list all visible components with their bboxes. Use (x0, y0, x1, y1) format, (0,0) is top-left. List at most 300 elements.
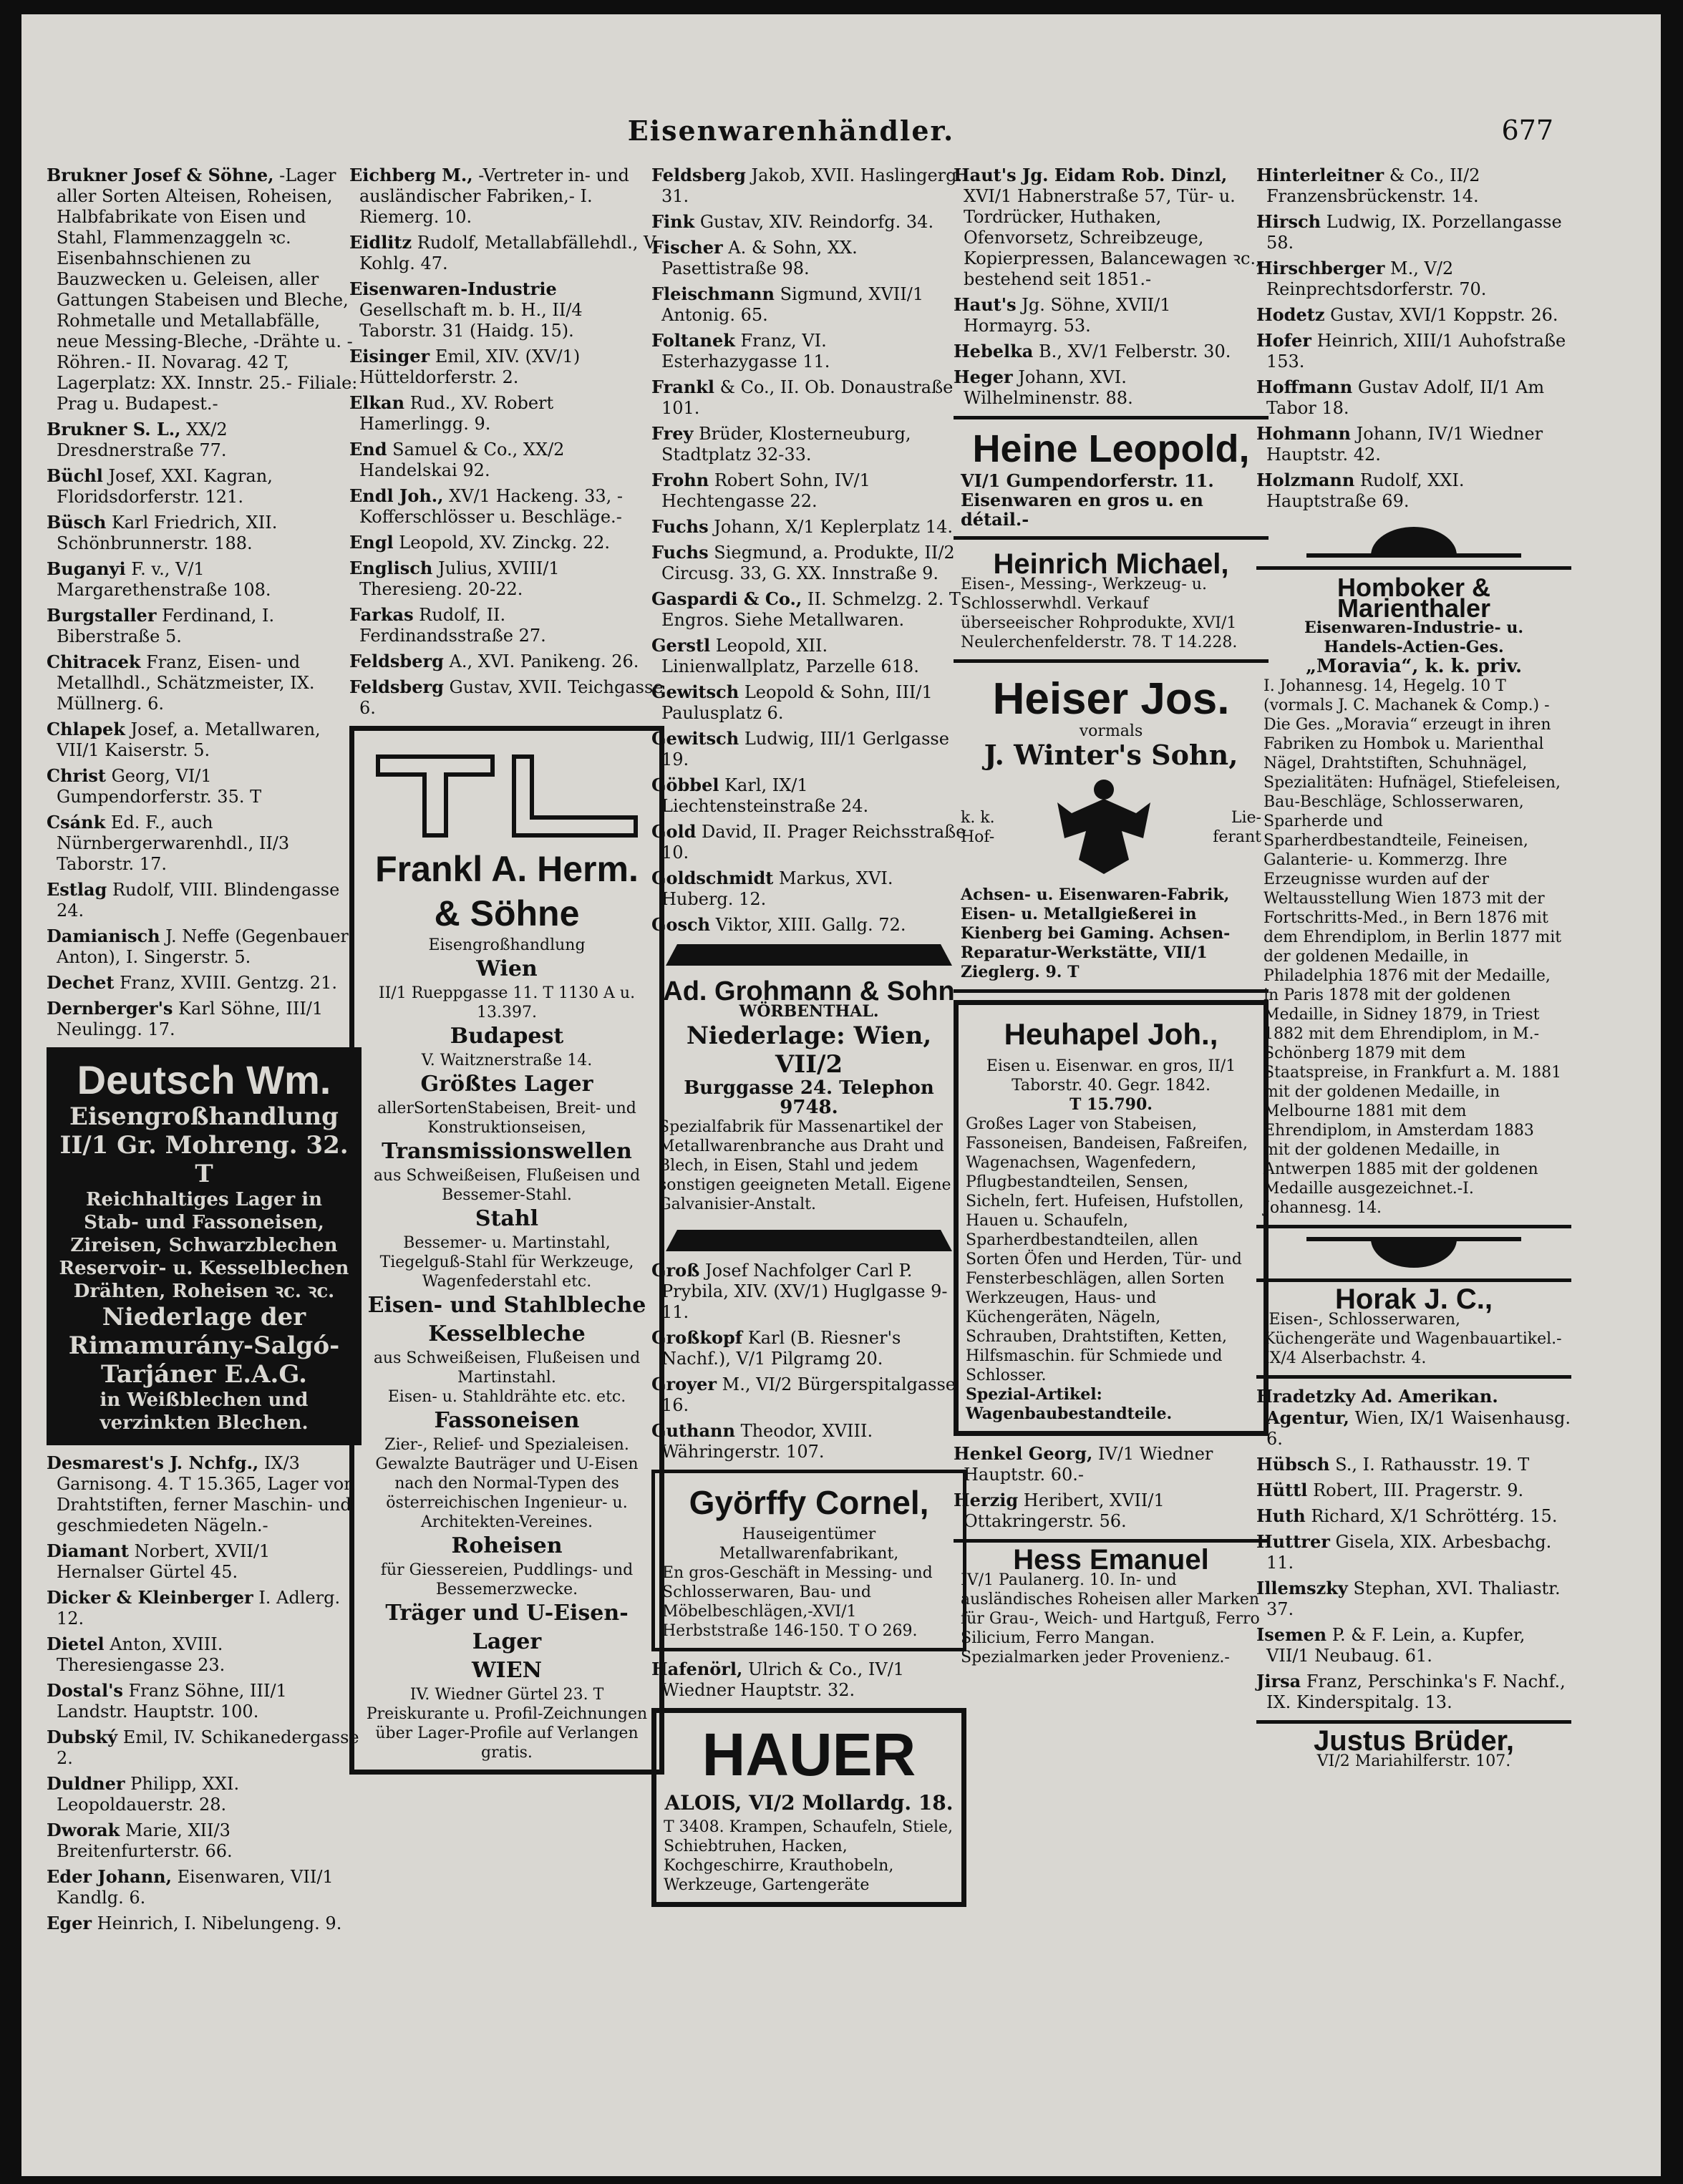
entry-text: Viktor, XIII. Gallg. 72. (715, 915, 906, 935)
ad-gyorffy (651, 1470, 966, 1651)
directory-entry (47, 558, 362, 601)
directory-entry (1256, 470, 1571, 512)
entry-name: Huttrer (1256, 1531, 1330, 1552)
entry-text: Ed. F., auch Nürnbergerwarenhdl., II/3 Taborstr. 17. (57, 812, 290, 874)
entry-name: Hirschberger (1256, 258, 1385, 278)
directory-entry (47, 1680, 362, 1722)
entry-text: Gisela, XIX. Arbesbachg. 11. (1266, 1532, 1552, 1573)
entry-text: B., XV/1 Felberstr. 30. (1038, 341, 1231, 361)
ad-line: II/1 Rueppgasse 11. T 1130 A u. 13.397. (378, 984, 636, 1021)
entry-name: Guthann (651, 1420, 735, 1441)
directory-entry (349, 165, 664, 228)
entry-text: Brüder, Klosterneuburg, Stadtplatz 32-33. (661, 424, 911, 465)
directory-entry (1256, 211, 1571, 253)
ad-line: Hauseigentümer Metallwarenfabrikant, (719, 1525, 899, 1563)
entry-name: Feldsberg (349, 676, 444, 697)
entry-name: Illemszky (1256, 1578, 1348, 1598)
entry-name: Dernberger's (47, 998, 173, 1019)
directory-entry (651, 1327, 966, 1369)
ad-line: Kesselbleche (428, 1321, 586, 1346)
entry-name: End (349, 439, 387, 460)
ad-heine (954, 416, 1269, 540)
ad-name: Justus Brüder, (1313, 1725, 1515, 1757)
directory-entry (651, 423, 966, 465)
ad-name: Györffy Cornel, (689, 1484, 929, 1521)
directory-entry (651, 330, 966, 372)
entry-name: Goldschmidt (651, 868, 774, 888)
entry-text: Johann, X/1 Keplerplatz 14. (714, 517, 953, 537)
entry-name: Heger (954, 367, 1013, 387)
directory-entry (651, 635, 966, 677)
entry-text: Josef, XXI. Kagran, Floridsdorferstr. 121. (57, 466, 273, 507)
directory-entry (47, 1587, 362, 1629)
ad-line: Träger und U-Eisen-Lager (385, 1601, 629, 1654)
entry-name: Dietel (47, 1634, 105, 1654)
page-title: Eisenwarenhändler. (627, 115, 955, 147)
entry-name: Eisinger (349, 346, 430, 367)
ad-line: Eisen-, Messing-, Werkzeug- u. Schlosserwhdl. Verkauf überseeischer Rohprodukte, XVI/1 Neulerchenfelderstr. 78. T 14.228. (961, 576, 1238, 651)
directory-entry (954, 294, 1269, 336)
directory-entry (1256, 165, 1571, 207)
directory-entry (651, 542, 966, 584)
entry-name: Frankl (651, 377, 715, 397)
entry-name: Hohmann (1256, 423, 1351, 444)
entry-text: Ludwig, III/1 Gerlgasse 19. (661, 729, 949, 770)
entry-text: Emil, XIV. (XV/1) Hütteldorferstr. 2. (359, 346, 581, 387)
entry-name: Engl (349, 532, 394, 553)
entry-text: XVI/1 Habnerstraße 57, Tür- u. Tordrücker, Huthaken, Ofenvorsetz, Schreibzeuge, Kopierpressen, Balancewagen ꝛc., bestehend seit 1851.- (964, 186, 1261, 289)
entry-text: Karl Söhne, III/1 Neulingg. 17. (57, 999, 324, 1039)
directory-entry (1256, 1454, 1571, 1475)
entry-text: Franz Söhne, III/1 Landstr. Hauptstr. 100. (57, 1681, 287, 1722)
ad-line: Gewalzte Bauträger und U-Eisen (375, 1455, 639, 1473)
ad-line: En gros-Geschäft in Messing- und Schlosserwaren, Bau- und Möbelbeschlägen,-XVI/1 Herbststraße 146-150. T O 269. (662, 1564, 933, 1640)
directory-entry (349, 676, 664, 719)
ad-line: Eisenwaren en gros u. en détail.- (961, 490, 1203, 530)
entry-name: Foltanek (651, 330, 735, 351)
sunburst-ornament-icon (1278, 1236, 1550, 1271)
entry-name: Dubský (47, 1727, 118, 1747)
ad-line: VI/2 Mariahilferstr. 107. (1316, 1752, 1511, 1770)
directory-entry (1256, 1624, 1571, 1666)
directory-entry (954, 1443, 1269, 1485)
directory-entry (651, 821, 966, 863)
entry-text: IV/1 Wiedner Hauptstr. 60.- (964, 1444, 1213, 1485)
ad-line: für Giessereien, Puddlings- und Bessemerzwecke. (380, 1561, 634, 1598)
directory-entry (47, 465, 362, 508)
ad-name: Heinrich Michael, (993, 548, 1229, 580)
ad-line: vormals (1079, 722, 1143, 740)
directory-entry (651, 775, 966, 817)
entry-name: Büsch (47, 512, 107, 533)
entry-name: Fink (651, 211, 695, 232)
directory-entry (47, 1727, 362, 1769)
entry-text: Georg, VI/1 Gumpendorferstr. 35. T (57, 766, 262, 807)
entry-name: Chitracek (47, 651, 141, 672)
column-3 (651, 165, 966, 1914)
entry-text: Johann, IV/1 Wiedner Hauptstr. 42. (1266, 424, 1543, 465)
ad-line: J. Winter's Sohn, (984, 739, 1238, 771)
entry-name: Hofer (1256, 330, 1311, 351)
entry-name: Isemen (1256, 1624, 1327, 1645)
ad-line: in Weißblechen und verzinkten Blechen. (100, 1389, 309, 1434)
entry-name: Hirsch (1256, 211, 1321, 232)
entry-text: Eisenwaren, VII/1 Kandlg. 6. (57, 1867, 334, 1908)
ad-name: Frankl A. Herm. & Söhne (375, 849, 639, 933)
entry-text: Rud., XV. Robert Hamerlingg. 9. (359, 393, 554, 434)
ad-line: ALOIS, VI/2 Mollardg. 18. (664, 1791, 954, 1815)
entry-name: Fleischmann (651, 283, 775, 304)
entry-text: M., V/2 Reinprechtsdorferstr. 70. (1266, 258, 1487, 299)
ad-heinrich (954, 547, 1269, 663)
directory-entry (651, 588, 966, 631)
entry-name: Endl Joh., (349, 485, 444, 506)
entry-text: Heribert, XVII/1 Ottakringerstr. 56. (964, 1490, 1165, 1531)
directory-entry (651, 377, 966, 419)
entry-text: Leopold & Sohn, III/1 Paulusplatz 6. (661, 682, 933, 723)
directory-entry (651, 1374, 966, 1416)
ad-line: allerSortenStabeisen, Breit- und Konstruktionseisen, (377, 1100, 636, 1137)
directory-entry (651, 237, 966, 279)
directory-entry (1256, 1386, 1571, 1450)
entry-name: Eder Johann, (47, 1866, 172, 1887)
ad-line: Preiskurante u. Profil-Zeichnungen über Lager-Profile auf Verlangen gratis. (366, 1705, 648, 1762)
ad-deutsch (47, 1047, 362, 1445)
entry-text: F. v., V/1 Margarethenstraße 108. (57, 559, 271, 600)
entry-text: J. Neffe (Gegenbauer Anton), I. Singerstr. 5. (57, 926, 349, 967)
ad-line: Stahl (475, 1206, 539, 1231)
ad-line: Eisenwaren-Industrie- u. Handels-Actien-Ges. (1304, 618, 1523, 656)
entry-text: Karl, IX/1 Liechtensteinstraße 24. (661, 775, 869, 816)
entry-name: Großkopf (651, 1327, 743, 1348)
ad-line: Budapest (450, 1024, 564, 1049)
ad-heuhapel (954, 1000, 1269, 1436)
entry-text: Julius, XVIII/1 Theresieng. 20-22. (359, 558, 560, 599)
directory-entry (651, 1659, 966, 1701)
ad-place: WÖRBENTHAL. (739, 1002, 879, 1021)
directory-entry (1256, 1531, 1571, 1573)
entry-name: Herzig (954, 1490, 1019, 1510)
entry-name: Büchl (47, 465, 103, 486)
column-2 (349, 165, 664, 1782)
entry-name: Chlapek (47, 719, 125, 739)
entry-text: XX/2 Dresdnerstraße 77. (57, 419, 228, 460)
directory-entry (47, 1866, 362, 1908)
entry-text: Siegmund, a. Produkte, II/2 Circusg. 33, G. XX. Innstraße 9. (661, 543, 955, 583)
directory-entry (1256, 258, 1571, 300)
entry-text: Theodor, XVIII. Währingerstr. 107. (661, 1421, 873, 1462)
entry-name: Jirsa (1256, 1671, 1301, 1692)
entry-name: Henkel Georg, (954, 1443, 1093, 1464)
entry-text: Franz, Eisen- und Metallhdl., Schätzmeister, IX. Müllnerg. 6. (57, 652, 315, 714)
directory-entry (349, 558, 664, 600)
entry-name: Gewitsch (651, 728, 739, 749)
entry-name: Holzmann (1256, 470, 1355, 490)
entry-text: A., XVI. Panikeng. 26. (449, 651, 639, 671)
ad-name: HAUER (702, 1721, 916, 1788)
entry-name: Gaspardi & Co., (651, 588, 802, 609)
ad-name: Ad. Grohmann & Sohn (663, 976, 955, 1006)
ad-justus (1256, 1720, 1571, 1778)
ad-name: Horak J. C., (1334, 1283, 1493, 1315)
ad-horak (1256, 1278, 1571, 1379)
entry-text: Rudolf, VIII. Blindengasse 24. (57, 880, 340, 921)
directory-entry (349, 439, 664, 481)
entry-name: Eisenwaren-Industrie (349, 278, 557, 299)
entry-text: Rudolf, Metallabfällehdl., V. Kohlg. 47. (359, 233, 659, 273)
entry-text: Leopold, XV. Zinckg. 22. (399, 533, 611, 553)
ad-line: Transmissionswellen (382, 1139, 632, 1164)
directory-entry (651, 470, 966, 512)
ad-line: Reichhaltiges Lager in Stab- und Fassoneisen, Zireisen, Schwarzblechen Reservoir- u. Kesselblechen Drähten, Roheisen ꝛc. ꝛc. (59, 1189, 349, 1302)
entry-name: Elkan (349, 392, 405, 413)
ad-line: nach den Normal-Typen des österreichischen Ingenieur- u. Architekten-Vereines. (386, 1475, 628, 1531)
directory-entry (1256, 330, 1571, 372)
page-number: 677 (1501, 115, 1553, 146)
entry-text: Emil, IV. Schikanedergasse 2. (57, 1727, 359, 1768)
entry-name: Haut's Jg. Eidam Rob. Dinzl, (954, 165, 1228, 185)
ad-line: Eisen- und Stahlbleche (367, 1293, 646, 1318)
directory-entry (1256, 1671, 1571, 1713)
entry-text: Samuel & Co., XX/2 Handelskai 92. (359, 440, 565, 480)
entry-name: Fischer (651, 237, 723, 258)
entry-text: M., VI/2 Bürgerspitalgasse 16. (661, 1374, 956, 1415)
ad-line: Fassoneisen (434, 1408, 580, 1433)
directory-entry (349, 392, 664, 435)
ad-line: Bessemer- u. Martinstahl, Tiegelguß-Stahl für Werkzeuge, Wagenfederstahl etc. (379, 1234, 634, 1291)
entry-text: Gustav, XIV. Reindorfg. 34. (699, 212, 934, 232)
entry-name: Gewitsch (651, 681, 739, 702)
directory-entry (1256, 377, 1571, 419)
directory-entry (47, 512, 362, 554)
directory-entry (954, 1490, 1269, 1532)
entry-text: I. Adlerg. 12. (57, 1588, 341, 1629)
directory-entry (1256, 1578, 1571, 1620)
entry-name: Diamant (47, 1540, 129, 1561)
double-eagle-icon (1050, 774, 1158, 881)
entry-text: Philipp, XXI. Leopoldauerstr. 28. (57, 1774, 240, 1815)
directory-entry (349, 278, 664, 341)
entry-text: P. & F. Lein, a. Kupfer, VII/1 Neubaug. 61. (1266, 1625, 1526, 1666)
entry-text: Norbert, XVII/1 Hernalser Gürtel 45. (57, 1541, 271, 1582)
entry-text: Jakob, XVII. Haslingerg. 31. (661, 165, 963, 206)
directory-entry (349, 485, 664, 528)
entry-name: Damianisch (47, 926, 160, 946)
entry-name: Gosch (651, 914, 711, 935)
directory-entry (1256, 423, 1571, 465)
directory-entry (651, 914, 966, 936)
entry-name: Haut's (954, 294, 1017, 315)
entry-name: Brukner Josef & Söhne, (47, 165, 274, 185)
page-header (21, 115, 1561, 157)
ad-line: Hof- (961, 828, 995, 846)
ad-line: Spezialfabrik für Massenartikel der Metallwarenbranche aus Draht und Blech, in Eisen, Stahl und jedem sonstigen geeigneten Metall. Eigene Galvanisier-Anstalt. (659, 1118, 951, 1213)
entry-text: Leopold, XII. Linienwallplatz, Parzelle 618. (661, 636, 919, 676)
entry-name: Buganyi (47, 558, 126, 579)
directory-entry (47, 1913, 362, 1934)
entry-text: Richard, X/1 Schröttérg. 15. (1311, 1506, 1558, 1526)
entry-text: Ferdinand, I. Biberstraße 5. (57, 606, 275, 646)
directory-entry (349, 604, 664, 646)
entry-name: Hoffmann (1256, 377, 1353, 397)
entry-name: Burgstaller (47, 605, 157, 626)
entry-text: -Vertreter in- und ausländischer Fabriken,- I. Riemerg. 10. (359, 165, 629, 227)
entry-text: Josef, a. Metallwaren, VII/1 Kaiserstr. 5. (57, 719, 321, 760)
entry-name: Hübsch (1256, 1454, 1330, 1475)
directory-entry (47, 605, 362, 647)
ad-line: Lie- (1231, 809, 1261, 827)
directory-entry (47, 1820, 362, 1862)
entry-name: Groyer (651, 1374, 717, 1394)
entry-text: Karl Friedrich, XII. Schönbrunnerstr. 188. (57, 513, 278, 553)
entry-name: Csánk (47, 812, 106, 833)
entry-text: Franz, XVIII. Gentzg. 21. (120, 973, 337, 993)
entry-text: Stephan, XVI. Thaliastr. 37. (1266, 1578, 1561, 1619)
directory-entry (651, 211, 966, 233)
entry-text: Markus, XVI. Huberg. 12. (661, 868, 893, 909)
ad-line: VI/1 Gumpendorferstr. 11. (961, 470, 1214, 491)
entry-text: II. Schmelzg. 2. T Engros. Siehe Metallwaren. (661, 589, 961, 630)
ad-hess (954, 1539, 1269, 1674)
directory-entry (47, 419, 362, 461)
ornament-bar (666, 1230, 952, 1251)
directory-entry (349, 651, 664, 672)
directory-entry (47, 926, 362, 968)
directory-page (21, 14, 1661, 2176)
entry-text: Jg. Söhne, XVII/1 Hormayrg. 53. (964, 295, 1171, 336)
ad-line: Roheisen (451, 1533, 563, 1558)
directory-entry (349, 346, 664, 388)
entry-name: Dostal's (47, 1680, 123, 1701)
ad-line: Niederlage der (102, 1303, 306, 1331)
entry-name: Gerstl (651, 635, 711, 656)
steel-profile-icon (371, 742, 643, 843)
directory-entry (651, 868, 966, 910)
entry-name: Hafenörl, (651, 1659, 743, 1679)
entry-name: Eger (47, 1913, 92, 1933)
entry-name: Estlag (47, 879, 107, 900)
entry-text: XV/1 Hackeng. 33, -Kofferschlösser u. Beschläge.- (359, 486, 623, 527)
entry-text: A. & Sohn, XX. Pasettistraße 98. (661, 238, 858, 278)
directory-entry (47, 719, 362, 761)
entry-text: David, II. Prager Reichsstraße 10. (661, 822, 966, 863)
entry-text: Rudolf, XXI. Hauptstraße 69. (1266, 470, 1465, 511)
entry-name: Christ (47, 765, 106, 786)
directory-entry (47, 1540, 362, 1583)
directory-entry (651, 165, 966, 207)
directory-entry (651, 681, 966, 724)
ad-line: Burggasse 24. Telephon 9748. (684, 1077, 934, 1118)
ad-line: Achsen- u. Eisenwaren-Fabrik, Eisen- u. Metallgießerei in Kienberg bei Gaming. Achsen-Reparatur-Werkstätte, VII/1 Zieglerg. 9. T (961, 885, 1231, 981)
entry-name: Frey (651, 423, 694, 444)
ad-line: IV. Wiedner Gürtel 23. T (409, 1686, 604, 1704)
ad-name: Heine Leopold, (972, 427, 1250, 470)
ad-name: Hess Emanuel (1013, 1544, 1209, 1576)
directory-entry (349, 532, 664, 553)
entry-name: Brukner S. L., (47, 419, 181, 440)
entry-text: Josef Nachfolger Carl P. Prybila, XIV. (XV/1) Huglgasse 9-11. (661, 1261, 948, 1322)
entry-text: Franz, Perschinka's F. Nachf., IX. Kinderspitalg. 13. (1266, 1671, 1566, 1712)
entry-name: Fuchs (651, 542, 709, 563)
ad-line: I. Johannesg. 14, Hegelg. 10 T (1264, 677, 1506, 695)
entry-name: Eidlitz (349, 232, 412, 253)
entry-text: Gustav Adolf, II/1 Am Tabor 18. (1266, 377, 1545, 418)
directory-entry (47, 1634, 362, 1676)
ad-line: WIEN (471, 1658, 542, 1683)
ad-line: „Moravia“, k. k. priv. (1305, 656, 1523, 677)
ad-line: aus Schweißeisen, Flußeisen und Bessemer-Stahl. (373, 1167, 641, 1204)
entry-name: Dechet (47, 972, 115, 993)
directory-entry (47, 765, 362, 807)
entry-text: Wien, IX/1 Waisenhausg. 6. (1266, 1408, 1571, 1449)
ad-name: Homboker & Marienthaler (1337, 573, 1491, 623)
ad-line: Eisen- u. Stahldrähte etc. etc. (387, 1388, 626, 1406)
directory-entry (1256, 1480, 1571, 1501)
entry-name: Feldsberg (349, 651, 444, 671)
directory-entry (954, 165, 1269, 290)
ad-line: Größtes Lager (420, 1072, 593, 1097)
ad-hauer (651, 1708, 966, 1907)
directory-entry (349, 232, 664, 274)
directory-entry (651, 728, 966, 770)
ad-line: aus Schweißeisen, Flußeisen und Martinstahl. (373, 1349, 641, 1387)
entry-name: Groß (651, 1260, 700, 1281)
directory-entry (651, 516, 966, 538)
entry-text: -Lager aller Sorten Alteisen, Roheisen, Halbfabrikate von Eisen und Stahl, Flammenzaggeln ꝛc. Eisenbahnschienen zu Bauzwecken u. Geleisen, aller Gattungen Stabeisen und Bleche, Rohmetalle und Metallabfälle, neue Messing-Bleche, -Drähte u. -Röhren.- II. Novarag. 42 T, Lagerplatz: XX. Innstr. 25.- Filiale: Prag u. Budapest.- (57, 165, 358, 414)
directory-entry (954, 341, 1269, 362)
directory-entry (47, 879, 362, 921)
ad-line: Eisengroßhandlung (69, 1102, 339, 1131)
ad-line: Eisengroßhandlung (428, 936, 586, 954)
ad-line: T 15.790. (1070, 1095, 1153, 1114)
entry-name: Göbbel (651, 775, 719, 795)
entry-name: Hradetzky Ad. Amerikan. Agentur, (1256, 1386, 1498, 1428)
entry-text: Robert, III. Pragerstr. 9. (1313, 1480, 1524, 1500)
ad-homboker (1256, 566, 1571, 1228)
entry-text: Johann, XVI. Wilhelminenstr. 88. (964, 367, 1133, 408)
ad-name: Heuhapel Joh., (1004, 1017, 1218, 1051)
entry-text: Ludwig, IX. Porzellangasse 58. (1266, 212, 1562, 253)
ad-line: (vormals J. C. Machanek & Comp.) - Die Ges. „Moravia“ erzeugt in ihren Fabriken zu Hombok u. Marienthal Nägel, Drahtstiften, Schuhnägel, Spezialitäten: Hufnägel, Stiefeleisen, Bau-Beschläge, Schlosserwaren, Sparherde und Sparherdbestandteile, Feineisen, Galanterie- u. Kommerzg. Ihre Erzeugnisse wurden auf der Weltausstellung Wien 1873 mit der Fortschritts-Med., in Bern 1876 mit dem Ehrendiplom, in Berlin 1877 mit der goldenen Medaille, in Philadelphia 1876 mit der Medaille, in Paris 1878 mit der goldenen Medaille, in Sidney 1879, in Triest 1882 mit dem Ehrendiplom, in M.-Schönberg 1879 mit dem Staatspreise, in Frankfurt a. M. 1881 mit der goldenen Medaille, in Melbourne 1881 mit dem Ehrendiplom, in Amsterdam 1883 mit der goldenen Medaille, in Antwerpen 1885 mit der goldenen Medaille ausgezeichnet.-I. Johannesg. 14. (1264, 697, 1562, 1217)
column-1 (47, 165, 362, 1938)
column-5 (1256, 165, 1571, 1785)
entry-name: Huth (1256, 1505, 1306, 1526)
entry-text: Marie, XII/3 Breitenfurterstr. 66. (57, 1820, 233, 1861)
directory-entry (1256, 304, 1571, 326)
ad-frankl (349, 726, 664, 1775)
entry-name: Gold (651, 821, 697, 842)
ad-grohmann (651, 974, 966, 1221)
ad-line: -Eisen-, Schlosserwaren, Küchengeräte und Wagenbauartikel.- IX/4 Alserbachstr. 4. (1264, 1311, 1562, 1367)
ad-line: Eisen u. Eisenwar. en gros, II/1 Taborstr. 40. Gegr. 1842. (986, 1057, 1236, 1095)
entry-name: Hinterleitner (1256, 165, 1384, 185)
entry-text: Ulrich & Co., IV/1 Wiedner Hauptstr. 32. (661, 1659, 905, 1700)
ad-line: k. k. (961, 809, 995, 827)
directory-entry (651, 283, 966, 326)
entry-text: Heinrich, XIII/1 Auhofstraße 153. (1266, 331, 1566, 372)
entry-text: IX/3 Garnisong. 4. T 15.365, Lager von Drahtstiften, ferner Maschin- und geschmiedeten Nägeln.- (57, 1453, 355, 1535)
entry-text: Sigmund, XVII/1 Antonig. 65. (661, 284, 924, 325)
entry-name: Fuchs (651, 516, 709, 537)
directory-entry (47, 998, 362, 1040)
entry-name: Dicker & Kleinberger (47, 1587, 253, 1608)
ad-line: Niederlage: Wien, VII/2 (686, 1021, 932, 1079)
entry-text: Gesellschaft m. b. H., II/4 Taborstr. 31 (Haidg. 15). (359, 300, 583, 341)
ad-line: Zier-, Relief- und Spezialeisen. (384, 1436, 629, 1454)
ad-heiser (954, 670, 1269, 993)
entry-text: & Co., II/2 Franzensbrückenstr. 14. (1266, 165, 1480, 206)
entry-name: Frohn (651, 470, 709, 490)
